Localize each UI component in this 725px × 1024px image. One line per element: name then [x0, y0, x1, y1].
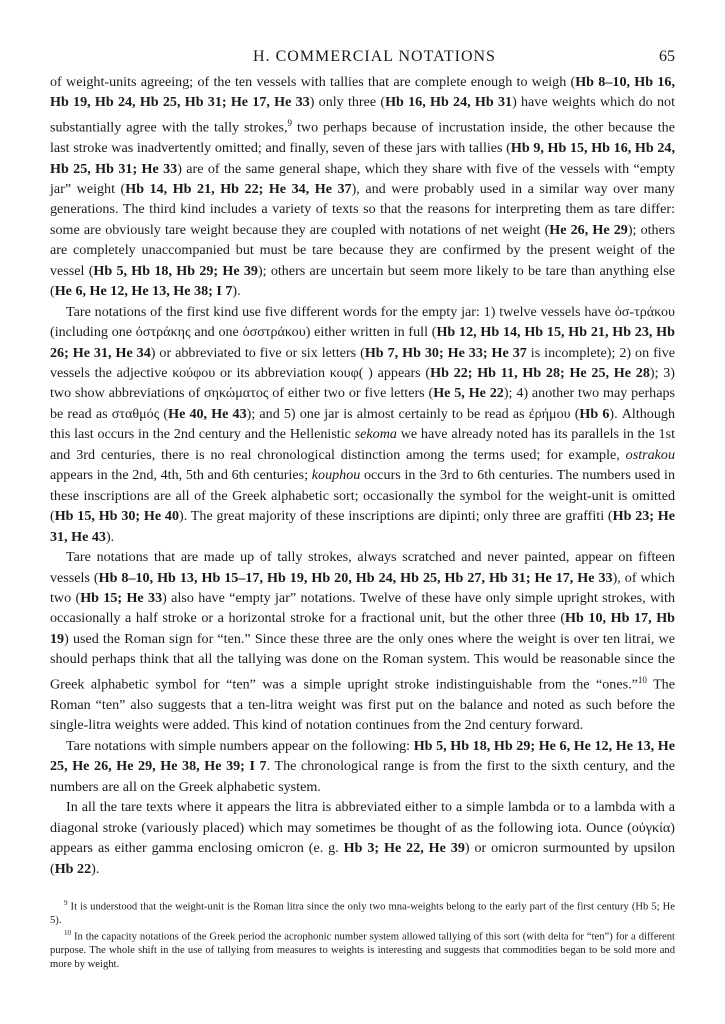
text-run: ) used the Roman sign for “ten.” Since these three are the only ones where the weight is over ten litrai, we should perhaps think that all the tallying was done on the Roman system. This would be reasonable since the Greek alphabetic symbol for “ten” was a simple upright stroke indistinguishable from the “ones.”: [50, 630, 675, 693]
catalog-reference: Hb 10, Hb 17, Hb 19: [50, 610, 675, 647]
paragraph: [50, 72, 675, 302]
text-run: ) have weights which do not substantially agree with the tally strokes,: [50, 94, 675, 136]
text-run: ) are of the same general shape, which they share with five of the vessels with “empty jar” weight (: [50, 160, 676, 197]
footnote-text: In the capacity notations of the Greek period the acrophonic number system allowed tallying of this sort (with delta for “ten”) for a different purpose. The whole shift in the use of tallying from measures to weights is interesting and suggests that commodities began to be sold more and more by weight.: [50, 931, 675, 970]
paragraph: [50, 302, 675, 547]
paragraph: [50, 797, 675, 879]
footnote: [50, 897, 675, 927]
catalog-reference: Hb 12, Hb 14, Hb 15, Hb 21, Hb 23, Hb 26; He 31, He 34: [50, 324, 675, 361]
text-run: ).: [232, 283, 241, 300]
catalog-reference: Hb 15, Hb 30; He 40: [54, 508, 180, 525]
body-text: [50, 72, 675, 879]
footnote-number: 9: [64, 899, 68, 908]
text-run: ) also have “empty jar” notations. Twelve of these have only simple upright strokes, with occasionally a half stroke or a horizontal stroke for a fractional unit, but the other three (: [50, 590, 675, 627]
text-run: ); 4) another two may perhaps be read as σταθμός (: [50, 385, 675, 422]
catalog-reference: He 26, He 29: [549, 221, 628, 238]
text-run: ). The great majority of these inscriptions are dipinti; only three are graffiti (: [179, 508, 613, 525]
text-run: ), of which two (: [50, 569, 675, 607]
text-run: we have already noted has its parallels in the 1st and 3rd centuries, there is no real chronological distinction among the terms used; for example,: [50, 426, 675, 463]
text-run: The Roman “ten” also suggests that a ten-litra weight was first put on the balance and noted as such before the single-litra weights were added. This kind of notation continues from the 2nd century forward.: [50, 676, 675, 734]
paragraph: [50, 736, 675, 797]
text-run: ); others are uncertain but seem more likely to be tare than anything else (: [50, 262, 675, 300]
text-run: Tare notations that are made up of tally strokes, always scratched and never painted, appear on fifteen vessels (: [50, 549, 675, 586]
text-run: ); 3) two show abbreviations of σηκώματος of either two or five letters (: [50, 365, 675, 402]
catalog-reference: Hb 23; He 31, He 43: [50, 508, 676, 545]
catalog-reference: Hb 16, Hb 24, Hb 31: [385, 94, 513, 111]
footnote-number: 10: [64, 929, 71, 938]
text-run: two perhaps because of incrustation inside, the other because the last stroke was inadvertently omitted; and finally, seven of these jars with tallies (: [50, 119, 675, 157]
text-run: ) or omicron surmounted by upsilon (: [50, 840, 675, 877]
catalog-reference: Hb 5, Hb 18, Hb 29; He 39: [93, 262, 258, 279]
running-header: [50, 48, 675, 66]
text-run: . The chronological range is from the first to the sixth century, and the numbers are all on the Greek alphabetic system.: [50, 758, 676, 795]
catalog-reference: He 6, He 12, He 13, He 38; I 7: [54, 283, 233, 300]
text-run: ); and 5) one jar is almost certainly to be read as ἐρήμου (: [246, 405, 580, 422]
footnote: [50, 927, 675, 971]
page: [50, 48, 675, 971]
text-run: ).: [105, 528, 115, 545]
text-run: ); others are completely unaccompanied but must be tare because they are confirmed by the present weight of the vessel (: [50, 221, 676, 279]
catalog-reference: Hb 8–10, Hb 13, Hb 15–17, Hb 19, Hb 20, Hb 24, Hb 25, Hb 27, Hb 31; He 17, He 33: [98, 569, 613, 586]
text-run: ) or abbreviated to five or six letters (: [150, 344, 365, 361]
text-run: ).: [91, 860, 100, 877]
catalog-reference: Hb 5, Hb 18, Hb 29; He 6, He 12, He 13, He 25, He 26, He 29, He 38, He 39; I 7: [50, 737, 675, 775]
italic-term: ostrakou: [625, 446, 675, 463]
text-run: Tare notations with simple numbers appear on the following:: [66, 737, 414, 754]
text-run: ), and were probably used in a similar way over many generations. The third kind includes a variety of texts so that the reasons for interpreting them as tare differ: some are obviously tare weight because they are coupled with notations of net weight (: [50, 180, 675, 238]
page-number: 65: [659, 48, 675, 65]
catalog-reference: Hb 6: [579, 405, 610, 422]
text-run: In all the tare texts where it appears the litra is abbreviated either to a simple lambda or to a lambda with a diagonal stroke (variously placed) which may sometimes be thought of as the following iota. Ounce (οὐγκία) appears as either gamma enclosing omicron (e. g.: [50, 799, 675, 857]
catalog-reference: Hb 9, Hb 15, Hb 16, Hb 24, Hb 25, Hb 31; He 33: [50, 140, 675, 177]
text-run: ). Although this last occurs in the 2nd century and the Hellenistic: [50, 405, 675, 443]
footnote-marker: 10: [637, 674, 647, 685]
italic-term: sekoma: [354, 426, 397, 443]
footnote-marker: 9: [287, 117, 292, 128]
text-run: appears in the 2nd, 4th, 5th and 6th centuries;: [50, 467, 312, 484]
catalog-reference: Hb 22: [54, 860, 92, 877]
catalog-reference: Hb 22; Hb 11, Hb 28; He 25, He 28: [430, 365, 650, 382]
catalog-reference: Hb 8–10, Hb 16, Hb 19, Hb 24, Hb 25, Hb 31; He 17, He 33: [50, 74, 675, 111]
footnote-text: It is understood that the weight-unit is the Roman litra since the only two mna-weights belong to the early part of the first century (Hb 5; He 5).: [50, 901, 675, 926]
catalog-reference: Hb 14, Hb 21, Hb 22; He 34, He 37: [125, 180, 352, 197]
footnotes: [50, 897, 675, 971]
catalog-reference: He 5, He 22: [433, 385, 504, 402]
catalog-reference: Hb 7, Hb 30; He 33; He 37: [364, 344, 527, 361]
text-run: ) only three (: [309, 94, 386, 111]
text-run: Tare notations of the first kind use five different words for the empty jar: 1) twelve vessels have ὀσ-τράκου (including one ὀστράκης and one ὀσστράκου) either written in full (: [50, 303, 675, 341]
text-run: of weight-units agreeing; of the ten vessels with tallies that are complete enough to weigh (: [50, 74, 576, 90]
catalog-reference: Hb 15; He 33: [80, 590, 163, 607]
paragraph: [50, 547, 675, 736]
running-title: H. COMMERCIAL NOTATIONS: [253, 48, 496, 65]
italic-term: kouphou: [311, 467, 361, 484]
text-run: occurs in the 3rd to 6th centuries. The numbers used in these inscriptions are all of the Greek alphabetic sort; occasionally the symbol for the weight-unit is omitted (: [50, 467, 675, 525]
text-run: is incomplete); 2) on five vessels the adjective κούφου or its abbreviation κουφ( ) appears (: [50, 344, 675, 382]
catalog-reference: Hb 3; He 22, He 39: [343, 840, 465, 857]
catalog-reference: He 40, He 43: [168, 405, 247, 422]
